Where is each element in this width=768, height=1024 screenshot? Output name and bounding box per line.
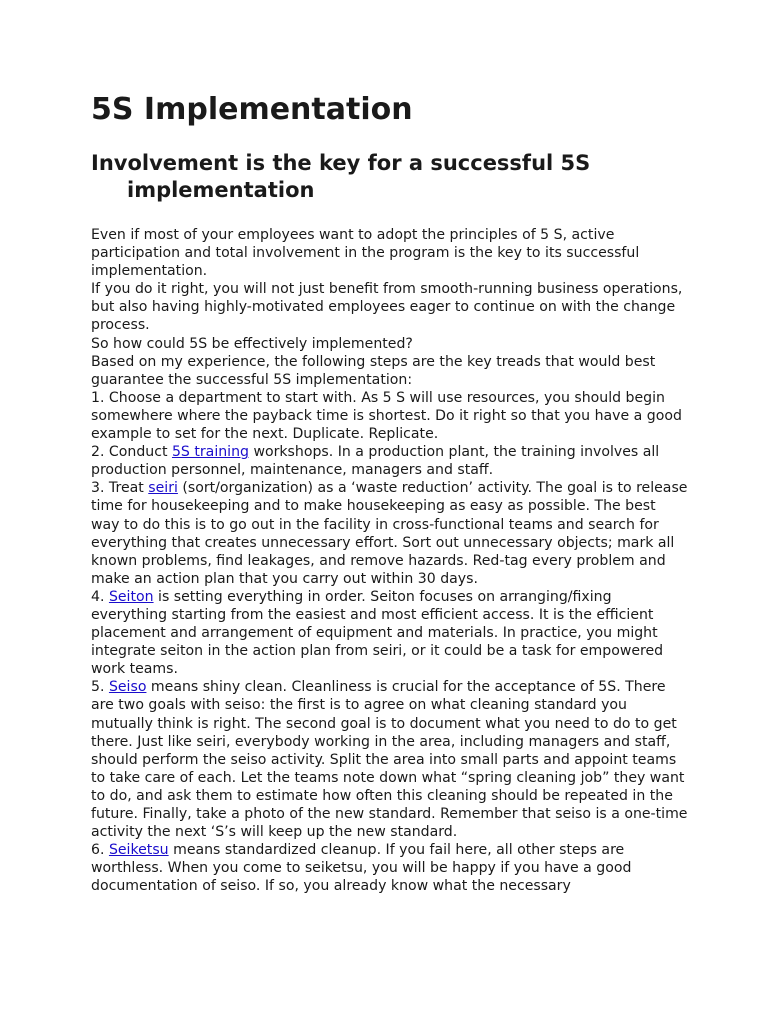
paragraph-step-6	[91, 841, 688, 895]
step-4-text: is setting everything in order. Seiton focuses on arranging/fixing everything starting from the easiest and most efficient access. It is the efficient placement and arrangement of equipment and materials. In practice, you might integrate seiton in the action plan from seiri, or it could be a task for empowered work teams.	[91, 588, 664, 678]
link-seiton[interactable]: Seiton	[108, 588, 154, 605]
paragraph-steps-intro: Based on my experience, the following steps are the key treads that would best guarantee the successful 5S implementation:	[91, 353, 656, 388]
document-title: 5S Implementation	[91, 92, 413, 127]
paragraph-step-2	[91, 443, 688, 479]
link-seiso[interactable]: Seiso	[108, 679, 147, 696]
paragraph-step-4	[91, 588, 688, 678]
paragraph-intro: Even if most of your employees want to adopt the principles of 5 S, active participation and total involvement in the program is the key to its successful implementation.	[91, 227, 640, 280]
step-4-prefix: 4.	[91, 588, 109, 605]
paragraph-question: So how could 5S be effectively implemented?	[91, 335, 413, 352]
step-2-text: workshops. In a production plant, the training involves all production personnel, maintenance, managers and staff.	[91, 444, 660, 479]
document-subtitle: Involvement is the key for a successful 5S implementation	[91, 151, 591, 202]
step-6-text: means standardized cleanup. If you fail here, all other steps are worthless. When you come to seiketsu, you will be happy if you have a good documentation of seiso. If so, you already know what the necessary	[91, 842, 632, 895]
step-6-prefix: 6.	[91, 842, 109, 859]
link-seiketsu[interactable]: Seiketsu	[108, 842, 169, 859]
step-5-prefix: 5.	[91, 679, 109, 696]
step-5-text: means shiny clean. Cleanliness is crucial for the acceptance of 5S. There are two goals with seiso: the first is to agree on what cleaning standard you mutually think is right. The second goal is to document what you need to do to get there. Just like seiri, everybody working in the area, including managers and staff, should perform the seiso activity. Split the area into small parts and appoint teams to take care of each. Let the teams note down what “spring cleaning job” they want to do, and ask them to estimate how often this cleaning should be repeated in the future. Finally, take a photo of the new standard. Remember that seiso is a one-time activity the next ‘S’s will keep up the new standard.	[91, 679, 688, 841]
paragraph-step-1: 1. Choose a department to start with. As 5 S will use resources, you should begin somewhere where the payback time is shortest. Do it right so that you have a good example to set for the next. Duplicate. Replicate.	[91, 389, 682, 443]
document-body	[91, 226, 688, 895]
paragraph-step-5	[91, 678, 688, 841]
link-seiri[interactable]: seiri	[148, 480, 178, 497]
paragraph-benefit: If you do it right, you will not just benefit from smooth-running business operations, but also having highly-motivated employees eager to continue on with the change process.	[91, 281, 683, 334]
step-3-text: (sort/organization) as a ‘waste reduction’ activity. The goal is to release time for housekeeping and to make housekeeping as easy as possible. The best way to do this is to go out in the facility in cross-functional teams and search for everything that creates unnecessary effort. Sort out unnecessary objects; mark all known problems, find leakages, and remove hazards. Red-tag every problem and make an action plan that you carry out within 30 days.	[91, 480, 688, 587]
link-5s-training[interactable]: 5S training	[171, 444, 249, 461]
step-3-prefix: 3. Treat	[91, 480, 149, 497]
step-2-prefix: 2. Conduct	[91, 444, 172, 461]
paragraph-step-3	[91, 479, 688, 588]
